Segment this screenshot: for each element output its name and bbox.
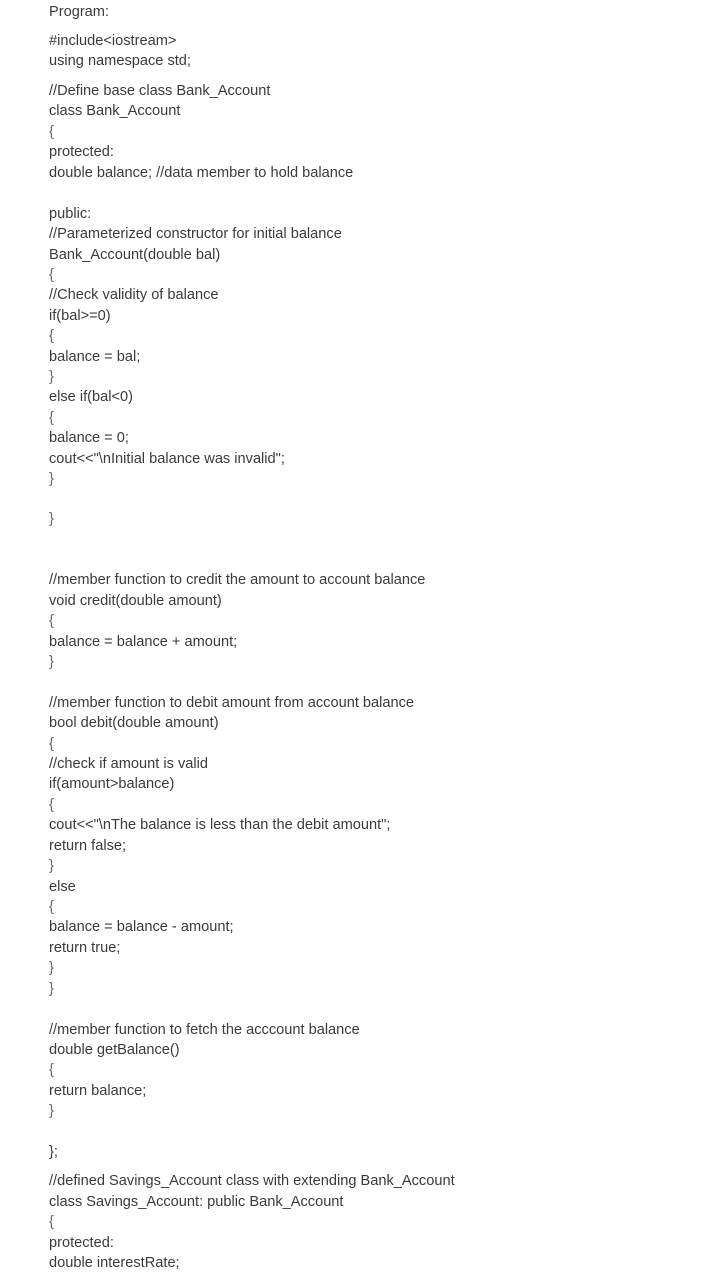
code-line: { (49, 1062, 54, 1078)
code-comment-line: //member function to credit the amount to account balance (49, 572, 426, 588)
code-line: double interestRate; (49, 1255, 180, 1271)
code-line: return true; (49, 940, 121, 956)
code-line: { (49, 267, 54, 283)
code-line: #include<iostream> (49, 33, 177, 49)
code-line: { (49, 328, 54, 344)
code-line: protected: (49, 144, 114, 160)
code-line: } (49, 1103, 54, 1119)
code-line: } (49, 511, 54, 527)
code-line: if(bal>=0) (49, 308, 111, 324)
code-line: class Bank_Account (49, 103, 181, 119)
code-line: { (49, 1214, 54, 1230)
code-line: { (49, 613, 54, 629)
code-line: using namespace std; (49, 53, 191, 69)
code-comment-line: //Check validity of balance (49, 287, 219, 303)
code-line: balance = balance + amount; (49, 634, 238, 650)
code-line: bool debit(double amount) (49, 715, 219, 731)
code-line: { (49, 736, 54, 752)
code-comment-line: //member function to fetch the acccount balance (49, 1022, 360, 1038)
code-comment-line: //Parameterized constructor for initial balance (49, 226, 342, 242)
code-comment-line: //check if amount is valid (49, 756, 208, 772)
code-line: class Savings_Account: public Bank_Account (49, 1194, 344, 1210)
code-line: balance = 0; (49, 430, 129, 446)
code-line: if(amount>balance) (49, 776, 175, 792)
code-line: Bank_Account(double bal) (49, 247, 221, 263)
code-line: }; (49, 1144, 58, 1160)
code-line: cout<<"\nInitial balance was invalid"; (49, 451, 285, 467)
program-label: Program: (49, 4, 110, 20)
code-line: } (49, 858, 54, 874)
code-line: cout<<"\nThe balance is less than the debit amount"; (49, 817, 391, 833)
code-line: else (49, 879, 76, 895)
code-line: return balance; (49, 1083, 147, 1099)
code-line: { (49, 899, 54, 915)
code-line: } (49, 471, 54, 487)
code-line: } (49, 369, 54, 385)
code-line: } (49, 981, 54, 997)
code-line: else if(bal<0) (49, 389, 133, 405)
code-line: double getBalance() (49, 1042, 180, 1058)
code-line: { (49, 124, 54, 140)
code-line: double balance; //data member to hold balance (49, 165, 354, 181)
code-comment-line: //Define base class Bank_Account (49, 83, 271, 99)
code-line: public: (49, 206, 92, 222)
code-line: } (49, 960, 54, 976)
code-line: return false; (49, 838, 127, 854)
code-comment-line: //member function to debit amount from account balance (49, 695, 415, 711)
code-line: { (49, 797, 54, 813)
code-line: void credit(double amount) (49, 593, 222, 609)
code-line: balance = balance - amount; (49, 919, 234, 935)
code-comment-line: //defined Savings_Account class with extending Bank_Account (49, 1173, 455, 1189)
code-line: } (49, 654, 54, 670)
code-line: protected: (49, 1235, 114, 1251)
code-line: { (49, 410, 54, 426)
code-line: balance = bal; (49, 349, 141, 365)
